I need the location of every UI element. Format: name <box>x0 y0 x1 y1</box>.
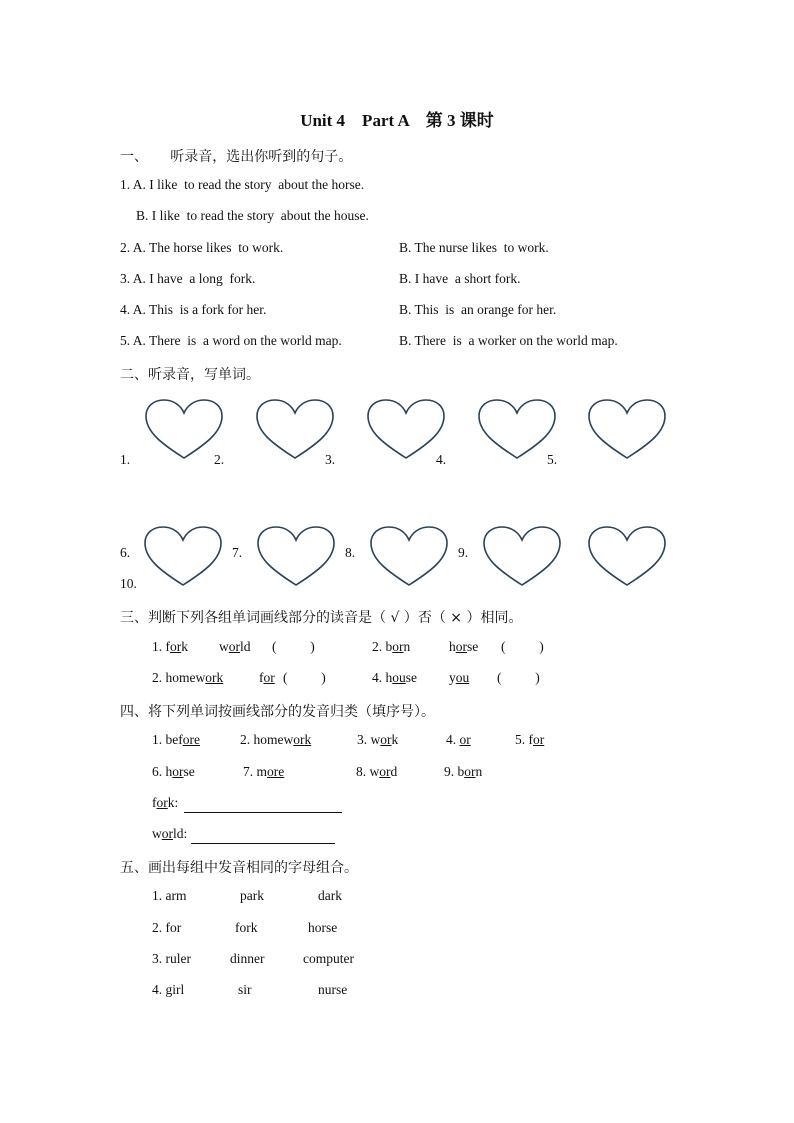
s3-row-2-word-2: for <box>259 670 275 685</box>
blank-number: 9. <box>458 545 469 560</box>
s3-row-1-word-4: horse <box>449 639 479 654</box>
blank-number: 4. <box>436 452 447 467</box>
s5-word[interactable]: 1. arm <box>152 888 187 903</box>
heart-icon[interactable] <box>482 525 562 589</box>
section-2-heading: 二、听录音，写单词。 <box>120 367 260 383</box>
fork-answer-blank[interactable] <box>184 795 342 813</box>
section-4-heading: 四、将下列单词按画线部分的发音归类（填序号）。 <box>120 704 435 720</box>
answer-paren[interactable]: ( ) <box>283 670 326 685</box>
s1-item-3-a: 3. A. I have a long fork. <box>120 271 256 286</box>
s4-word: 8. word <box>356 764 398 779</box>
section-1-heading: 一、 听录音，选出你听到的句子。 <box>120 149 353 165</box>
s1-item-5-a: 5. A. There is a word on the world map. <box>120 333 342 348</box>
s4-word: 2. homework <box>240 732 312 747</box>
s1-item-4-b: B. This is an orange for her. <box>399 302 557 317</box>
s5-word[interactable]: sir <box>238 982 252 997</box>
blank-number: 8. <box>345 545 356 560</box>
s1-item-1-b: B. I like to read the story about the house. <box>136 208 369 223</box>
s5-word[interactable]: park <box>240 888 264 903</box>
s1-item-2-a: 2. A. The horse likes to work. <box>120 240 284 255</box>
s5-word[interactable]: horse <box>308 920 338 935</box>
s1-item-1-a: 1. A. I like to read the story about the horse. <box>120 177 365 192</box>
blank-number: 5. <box>547 452 558 467</box>
s4-word: 6. horse <box>152 764 195 779</box>
s5-word[interactable]: 4. girl <box>152 982 185 997</box>
answer-paren[interactable]: ( ) <box>272 639 315 654</box>
s3-row-1-word-2: world <box>219 639 251 654</box>
blank-number: 10. <box>120 576 137 591</box>
section-3-heading: 三、判断下列各组单词画线部分的读音是（ √ ）否（ × ）相同。 <box>120 610 523 626</box>
s4-word: 4. or <box>446 732 471 747</box>
heart-icon[interactable] <box>369 525 449 589</box>
s1-item-3-b: B. I have a short fork. <box>399 271 521 286</box>
s5-word[interactable]: computer <box>303 951 354 966</box>
answer-paren[interactable]: ( ) <box>497 670 540 685</box>
s5-word[interactable]: 2. for <box>152 920 182 935</box>
s1-item-2-b: B. The nurse likes to work. <box>399 240 549 255</box>
answer-paren[interactable]: ( ) <box>501 639 544 654</box>
blank-number: 6. <box>120 545 131 560</box>
s3-row-1-word-3: 2. born <box>372 639 411 654</box>
s3-row-1-word-1: 1. fork <box>152 639 188 654</box>
s5-word[interactable]: nurse <box>318 982 348 997</box>
s5-word[interactable]: fork <box>235 920 258 935</box>
s3-row-2-word-4: you <box>449 670 470 685</box>
heart-icon[interactable] <box>366 398 446 462</box>
s3-row-2-word-1: 2. homework <box>152 670 224 685</box>
world-answer-blank[interactable] <box>191 826 335 844</box>
section-5-heading: 五、画出每组中发音相同的字母组合。 <box>120 860 358 876</box>
heart-icon[interactable] <box>255 398 335 462</box>
heart-icon[interactable] <box>587 398 667 462</box>
s4-word: 7. more <box>243 764 285 779</box>
s1-item-5-b: B. There is a worker on the world map. <box>399 333 618 348</box>
blank-number: 7. <box>232 545 243 560</box>
heart-icon[interactable] <box>144 398 224 462</box>
s5-word[interactable]: 3. ruler <box>152 951 191 966</box>
blank-number: 3. <box>325 452 336 467</box>
s3-row-2-word-3: 4. house <box>372 670 417 685</box>
s4-word: 9. born <box>444 764 483 779</box>
world-category-label: world: <box>152 826 188 841</box>
heart-icon[interactable] <box>477 398 557 462</box>
heart-icon[interactable] <box>256 525 336 589</box>
s1-item-4-a: 4. A. This is a fork for her. <box>120 302 267 317</box>
blank-number: 1. <box>120 452 131 467</box>
s4-word: 1. before <box>152 732 200 747</box>
s4-word: 3. work <box>357 732 399 747</box>
blank-number: 2. <box>214 452 225 467</box>
page-title: Unit 4 Part A 第 3 课时 <box>300 111 494 130</box>
heart-icon[interactable] <box>143 525 223 589</box>
fork-category-label: fork: <box>152 795 179 810</box>
heart-icon[interactable] <box>587 525 667 589</box>
s4-word: 5. for <box>515 732 545 747</box>
s5-word[interactable]: dinner <box>230 951 265 966</box>
s5-word[interactable]: dark <box>318 888 342 903</box>
